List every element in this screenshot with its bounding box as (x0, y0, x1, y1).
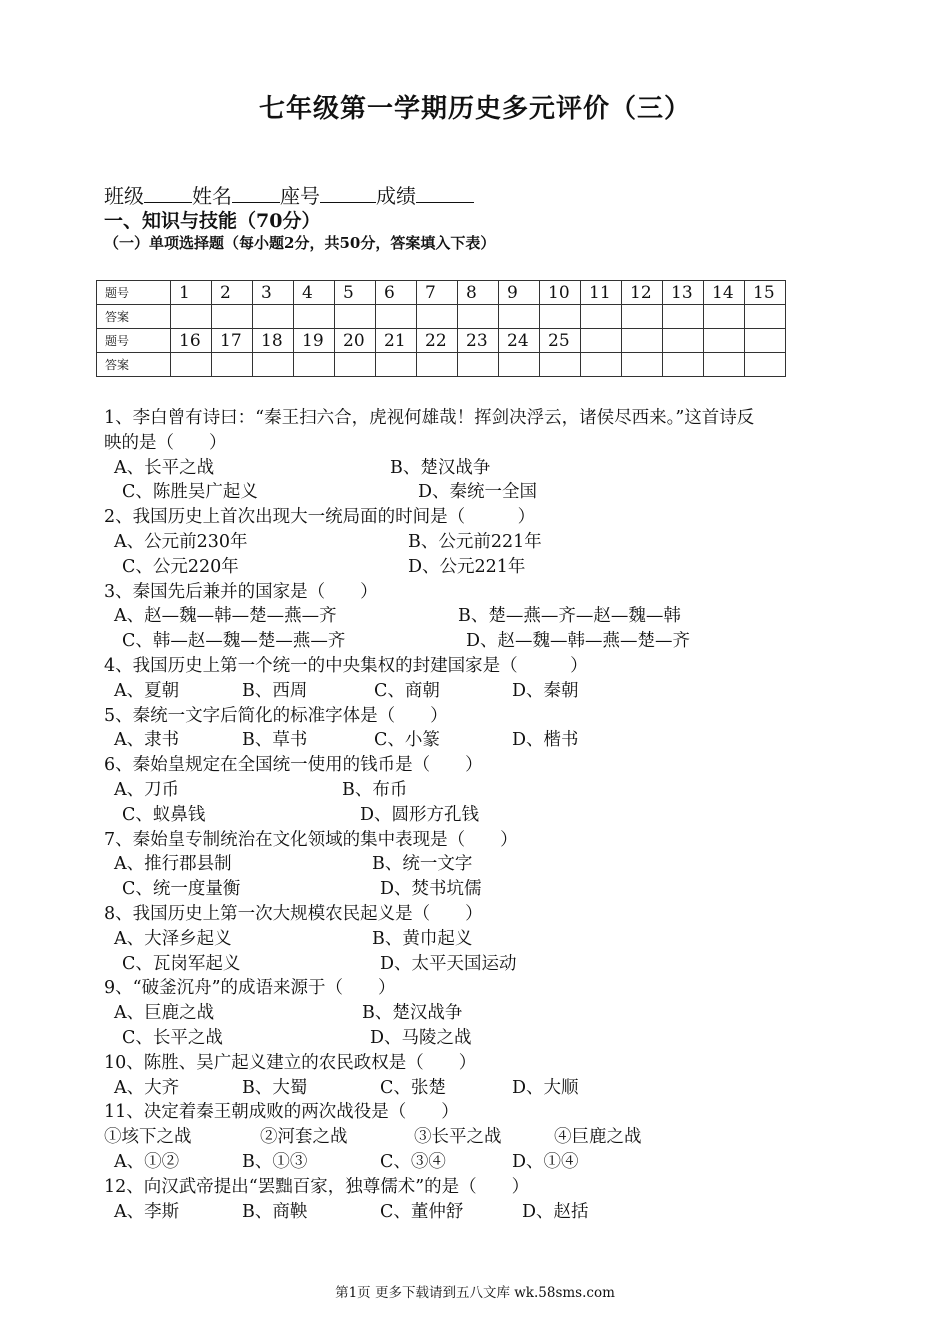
answer-cell (458, 305, 499, 329)
question-text: 5、秦统一文字后简化的标准字体是（ ） (104, 705, 448, 726)
option-b: B、①③ (242, 1151, 308, 1172)
option-d: D、秦统一全国 (418, 482, 538, 503)
question-number-cell: 15 (745, 281, 786, 305)
option-a: A、夏朝 (114, 680, 180, 701)
seat-label: 座号 (280, 184, 320, 208)
options-row (104, 877, 864, 902)
question-text: 6、秦始皇规定在全国统一使用的钱币是（ ） (104, 755, 483, 776)
option-d: D、赵—魏—韩—燕—楚—齐 (466, 631, 691, 652)
answer-cell (212, 305, 253, 329)
options-row (104, 927, 864, 952)
option-b: B、大蜀 (242, 1077, 308, 1098)
number-row-label: 题号 (97, 281, 171, 305)
option-b: B、黄巾起义 (372, 928, 473, 949)
question-text: 1、李白曾有诗曰：“秦王扫六合，虎视何雄哉！挥剑决浮云，诸侯尽西来。”这首诗反 (104, 408, 755, 428)
option-a: A、赵—魏—韩—楚—燕—齐 (114, 606, 337, 627)
answer-cell (335, 305, 376, 329)
question-6 (104, 753, 864, 778)
question-text: 12、向汉武帝提出“罢黜百家，独尊儒术”的是（ ） (104, 1176, 530, 1197)
option-a: A、大齐 (114, 1077, 180, 1098)
class-blank (144, 184, 192, 203)
options-row (104, 456, 864, 481)
question-5 (104, 704, 864, 729)
options-row (104, 1001, 864, 1026)
answer-cell (745, 305, 786, 329)
option-c: C、公元220年 (122, 556, 239, 577)
answer-cell (376, 305, 417, 329)
question-number-cell: 25 (540, 329, 581, 353)
option-c: C、商朝 (374, 680, 440, 701)
option-d: D、焚书坑儒 (380, 879, 482, 900)
options-row (104, 1076, 864, 1101)
option-a: A、推行郡县制 (114, 854, 232, 875)
options-row (104, 1150, 864, 1175)
answer-cell (745, 353, 786, 377)
answer-cell (540, 353, 581, 377)
question-3 (104, 580, 864, 605)
question-8 (104, 902, 864, 927)
answer-cell (704, 305, 745, 329)
question-10 (104, 1051, 864, 1076)
option-b: B、楚汉战争 (362, 1003, 463, 1024)
options-row (104, 679, 864, 704)
question-number-cell: 10 (540, 281, 581, 305)
page-footer: 第1页 更多下载请到五八文库 wk.58sms.com (335, 1285, 615, 1301)
options-row (104, 852, 864, 877)
option-a: A、隶书 (114, 730, 180, 751)
option-b: B、统一文字 (372, 854, 473, 875)
answer-cell (171, 353, 212, 377)
number-row-label: 题号 (97, 329, 171, 353)
options-row (104, 604, 864, 629)
question-text: 7、秦始皇专制统治在文化领域的集中表现是（ ） (104, 829, 518, 850)
answer-cell (253, 305, 294, 329)
options-row (104, 629, 864, 654)
answer-table (96, 280, 786, 377)
question-number-cell: 23 (458, 329, 499, 353)
answer-cell (458, 353, 499, 377)
option-c: C、长平之战 (122, 1027, 223, 1048)
question-number-cell: 14 (704, 281, 745, 305)
answer-cell (663, 305, 704, 329)
option-d: D、太平天国运动 (380, 953, 517, 974)
option-b: B、楚—燕—齐—赵—魏—韩 (458, 606, 681, 627)
question-number-cell: 17 (212, 329, 253, 353)
option-b: B、楚汉战争 (390, 457, 491, 478)
answer-cell (622, 353, 663, 377)
section-heading: 一、知识与技能（70分） (104, 210, 321, 232)
option-d: D、公元221年 (408, 556, 526, 577)
section-subheading: （一）单项选择题（每小题2分，共50分，答案填入下表） (104, 234, 496, 252)
item-3: ③长平之战 (414, 1127, 502, 1148)
question-number-cell: 6 (376, 281, 417, 305)
option-d: D、大顺 (512, 1077, 579, 1098)
option-a: A、刀币 (114, 779, 180, 800)
score-blank (416, 184, 474, 203)
question-2 (104, 505, 864, 530)
option-c: C、瓦岗军起义 (122, 953, 241, 974)
option-d: D、①④ (512, 1151, 579, 1172)
question-text: 8、我国历史上第一次大规模农民起义是（ ） (104, 903, 483, 924)
question-number-cell: 2 (212, 281, 253, 305)
answer-cell (663, 353, 704, 377)
answer-table-number-row (97, 329, 786, 353)
option-a: A、①② (114, 1151, 180, 1172)
answer-row-label: 答案 (97, 353, 171, 377)
options-row (104, 728, 864, 753)
answer-cell (294, 305, 335, 329)
question-number-cell: 1 (171, 281, 212, 305)
question-text: 11、决定着秦王朝成败的两次战役是（ ） (104, 1102, 459, 1123)
student-info-line (104, 180, 474, 209)
option-b: B、布币 (342, 779, 408, 800)
option-c: C、小篆 (374, 730, 440, 751)
question-1 (104, 406, 864, 431)
answer-table-answer-row (97, 353, 786, 377)
option-b: B、西周 (242, 680, 308, 701)
question-9 (104, 976, 864, 1001)
option-c: C、统一度量衡 (122, 879, 241, 900)
options-row (104, 952, 864, 977)
question-7 (104, 828, 864, 853)
option-c: C、张楚 (380, 1077, 446, 1098)
options-row (104, 803, 864, 828)
question-1-cont (104, 431, 864, 456)
question-number-cell: 16 (171, 329, 212, 353)
option-d: D、马陵之战 (370, 1027, 472, 1048)
question-number-cell (663, 329, 704, 353)
question-number-cell: 21 (376, 329, 417, 353)
question-number-cell: 22 (417, 329, 458, 353)
question-number-cell: 4 (294, 281, 335, 305)
option-b: B、草书 (242, 730, 308, 751)
seat-blank (320, 184, 376, 203)
item-4: ④巨鹿之战 (554, 1127, 642, 1148)
question-number-cell: 19 (294, 329, 335, 353)
question-text: 9、“破釜沉舟”的成语来源于（ ） (104, 978, 396, 999)
answer-cell (704, 353, 745, 377)
answer-cell (294, 353, 335, 377)
question-number-cell: 13 (663, 281, 704, 305)
answer-table-answer-row (97, 305, 786, 329)
questions-block (104, 406, 864, 1224)
answer-cell (499, 305, 540, 329)
answer-cell (171, 305, 212, 329)
answer-cell (581, 353, 622, 377)
question-number-cell (704, 329, 745, 353)
option-a: A、长平之战 (114, 457, 215, 478)
option-b: B、公元前221年 (408, 531, 542, 552)
items-row (104, 1125, 864, 1150)
answer-cell (212, 353, 253, 377)
question-number-cell: 20 (335, 329, 376, 353)
option-b: B、商鞅 (242, 1201, 308, 1222)
answer-cell (499, 353, 540, 377)
class-label: 班级 (104, 184, 144, 208)
question-text: 4、我国历史上第一个统一的中央集权的封建国家是（ ） (104, 655, 588, 676)
name-label: 姓名 (192, 184, 232, 208)
question-number-cell: 9 (499, 281, 540, 305)
question-11 (104, 1100, 864, 1125)
options-row (104, 1026, 864, 1051)
answer-cell (417, 353, 458, 377)
question-text: 3、秦国先后兼并的国家是（ ） (104, 581, 378, 602)
options-row (104, 555, 864, 580)
option-a: A、李斯 (114, 1201, 180, 1222)
question-number-cell: 3 (253, 281, 294, 305)
answer-cell (335, 353, 376, 377)
option-c: C、③④ (380, 1151, 446, 1172)
options-row (104, 1200, 864, 1225)
question-number-cell (745, 329, 786, 353)
options-row (104, 480, 864, 505)
question-number-cell: 24 (499, 329, 540, 353)
option-c: C、蚁鼻钱 (122, 804, 206, 825)
answer-cell (417, 305, 458, 329)
question-number-cell (581, 329, 622, 353)
question-number-cell (622, 329, 663, 353)
option-c: C、韩—赵—魏—楚—燕—齐 (122, 631, 346, 652)
question-number-cell: 12 (622, 281, 663, 305)
option-c: C、董仲舒 (380, 1201, 464, 1222)
options-row (104, 778, 864, 803)
question-number-cell: 5 (335, 281, 376, 305)
answer-cell (622, 305, 663, 329)
item-2: ②河套之战 (260, 1127, 348, 1148)
question-text: 2、我国历史上首次出现大一统局面的时间是（ ） (104, 507, 536, 528)
options-row (104, 530, 864, 555)
question-number-cell: 8 (458, 281, 499, 305)
option-a: A、公元前230年 (114, 531, 248, 552)
page-title: 七年级第一学期历史多元评价（三） (258, 94, 691, 124)
option-c: C、陈胜吴广起义 (122, 482, 258, 503)
option-a: A、巨鹿之战 (114, 1003, 215, 1024)
answer-cell (376, 353, 417, 377)
name-blank (232, 184, 280, 203)
option-d: D、楷书 (512, 730, 579, 751)
answer-cell (253, 353, 294, 377)
answer-row-label: 答案 (97, 305, 171, 329)
question-number-cell: 11 (581, 281, 622, 305)
question-12 (104, 1175, 864, 1200)
item-1: ①垓下之战 (104, 1127, 192, 1148)
question-text: 10、陈胜、吴广起义建立的农民政权是（ ） (104, 1052, 477, 1073)
option-d: D、秦朝 (512, 680, 579, 701)
answer-cell (581, 305, 622, 329)
question-number-cell: 7 (417, 281, 458, 305)
answer-cell (540, 305, 581, 329)
question-4 (104, 654, 864, 679)
question-number-cell: 18 (253, 329, 294, 353)
question-text: 映的是（ ） (104, 432, 227, 453)
score-label: 成绩 (376, 184, 416, 208)
option-d: D、赵括 (522, 1201, 589, 1222)
answer-table-number-row (97, 281, 786, 305)
option-d: D、圆形方孔钱 (360, 804, 480, 825)
option-a: A、大泽乡起义 (114, 928, 232, 949)
